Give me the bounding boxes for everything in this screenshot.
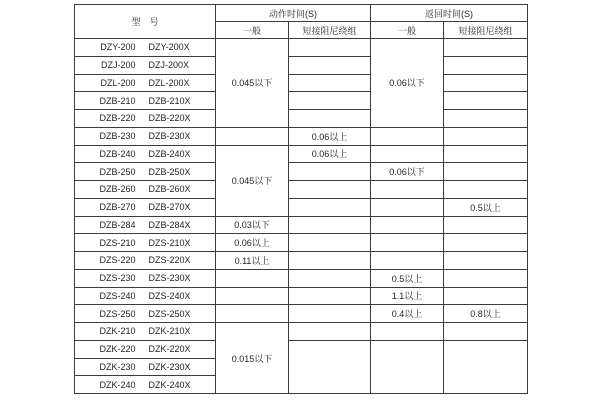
model-label: DZK-210 xyxy=(99,326,136,337)
value-cell xyxy=(289,181,371,199)
table-row xyxy=(75,198,528,216)
model-label: DZB-270X xyxy=(148,202,191,213)
value-cell xyxy=(289,252,371,270)
value-cell xyxy=(371,127,444,145)
value-cell xyxy=(371,145,444,163)
model-pair xyxy=(75,380,215,390)
table-row xyxy=(75,110,528,128)
model-pair xyxy=(75,273,215,283)
model-pair xyxy=(75,309,215,319)
value-cell: 0.03以下 xyxy=(216,216,289,234)
model-pair xyxy=(75,78,215,88)
value-cell xyxy=(444,216,528,234)
table-row xyxy=(75,340,528,358)
model-label: DZS-250X xyxy=(148,308,191,319)
value-cell: 0.5以上 xyxy=(444,198,528,216)
model-label: DZS-210X xyxy=(148,237,191,248)
spec-table xyxy=(74,4,528,394)
value-cell xyxy=(289,305,371,323)
table-header xyxy=(75,5,528,39)
value-cell xyxy=(444,323,528,341)
table-row xyxy=(75,252,528,270)
model-label: DZB-240X xyxy=(148,148,191,159)
model-cell xyxy=(75,234,216,252)
header-action-time: 动作时间(S) xyxy=(216,5,371,22)
value-cell: 0.045以下 xyxy=(216,145,289,216)
value-cell: 0.11以上 xyxy=(216,252,289,270)
model-pair xyxy=(75,220,215,230)
model-label: DZS-220 xyxy=(99,255,136,266)
model-label: DZS-240 xyxy=(99,290,136,301)
model-pair xyxy=(75,291,215,301)
model-cell xyxy=(75,110,216,128)
model-label: DZS-230X xyxy=(148,273,191,284)
value-cell: 0.5以上 xyxy=(371,269,444,287)
model-pair xyxy=(75,202,215,212)
table-row xyxy=(75,305,528,323)
value-cell xyxy=(444,269,528,287)
value-cell xyxy=(444,234,528,252)
model-label: DZB-284X xyxy=(148,219,191,230)
model-pair xyxy=(75,344,215,354)
value-cell xyxy=(371,323,444,341)
table-row xyxy=(75,39,528,57)
value-cell: 0.06以下 xyxy=(371,39,444,128)
model-cell xyxy=(75,92,216,110)
model-label: DZB-230X xyxy=(148,131,191,142)
model-label: DZK-230X xyxy=(148,361,191,372)
value-cell xyxy=(289,234,371,252)
value-cell xyxy=(444,74,528,92)
value-cell xyxy=(216,269,289,287)
model-pair xyxy=(75,326,215,336)
table-row xyxy=(75,269,528,287)
model-cell xyxy=(75,145,216,163)
model-label: DZB-230 xyxy=(99,131,136,142)
value-cell: 0.06以上 xyxy=(216,234,289,252)
value-cell xyxy=(371,216,444,234)
value-cell xyxy=(289,323,371,341)
model-label: DZB-260X xyxy=(148,184,191,195)
model-label: DZB-284 xyxy=(99,219,136,230)
value-cell xyxy=(444,56,528,74)
model-label: DZB-220 xyxy=(99,113,136,124)
value-cell xyxy=(289,74,371,92)
model-label: DZS-230 xyxy=(99,273,136,284)
model-label: DZY-200X xyxy=(148,42,190,53)
value-cell xyxy=(289,92,371,110)
model-pair xyxy=(75,167,215,177)
table-row xyxy=(75,92,528,110)
model-cell xyxy=(75,127,216,145)
value-cell: 0.8以上 xyxy=(444,305,528,323)
value-cell xyxy=(216,127,289,145)
header-action-general: 一般 xyxy=(216,22,289,39)
value-cell xyxy=(444,287,528,305)
model-cell xyxy=(75,323,216,341)
model-label: DZS-240X xyxy=(148,290,191,301)
model-label: DZK-240X xyxy=(148,379,191,390)
value-cell xyxy=(444,92,528,110)
header-return-damping: 短接阻尼绕组 xyxy=(444,22,528,39)
model-label: DZK-220 xyxy=(99,344,136,355)
model-cell xyxy=(75,376,216,394)
value-cell xyxy=(289,163,371,181)
value-cell: 0.4以上 xyxy=(371,305,444,323)
value-cell: 0.06以上 xyxy=(289,145,371,163)
value-cell xyxy=(289,56,371,74)
value-cell xyxy=(444,110,528,128)
value-cell: 0.06以下 xyxy=(371,163,444,181)
model-cell xyxy=(75,287,216,305)
value-cell xyxy=(289,340,371,393)
model-label: DZJ-200 xyxy=(100,60,136,71)
model-pair xyxy=(75,60,215,70)
model-cell xyxy=(75,163,216,181)
value-cell: 0.06以上 xyxy=(289,127,371,145)
model-label: DZS-210 xyxy=(99,237,136,248)
model-cell xyxy=(75,216,216,234)
table-row xyxy=(75,287,528,305)
model-label: DZK-220X xyxy=(148,344,191,355)
table-row xyxy=(75,216,528,234)
table-row xyxy=(75,145,528,163)
value-cell xyxy=(371,252,444,270)
model-label: DZB-250 xyxy=(99,166,136,177)
value-cell xyxy=(216,287,289,305)
value-cell xyxy=(289,198,371,216)
value-cell xyxy=(444,145,528,163)
value-cell: 0.045以下 xyxy=(216,39,289,128)
header-action-damping: 短接阻尼绕组 xyxy=(289,22,371,39)
header-return-general: 一般 xyxy=(371,22,444,39)
model-label: DZB-240 xyxy=(99,148,136,159)
model-pair xyxy=(75,238,215,248)
model-label: DZB-220X xyxy=(148,113,191,124)
model-label: DZL-200X xyxy=(148,77,190,88)
value-cell xyxy=(289,287,371,305)
value-cell xyxy=(289,110,371,128)
model-label: DZB-260 xyxy=(99,184,136,195)
model-cell xyxy=(75,305,216,323)
model-cell xyxy=(75,198,216,216)
table-row xyxy=(75,163,528,181)
model-cell xyxy=(75,56,216,74)
model-pair xyxy=(75,96,215,106)
model-label: DZB-210X xyxy=(148,95,191,106)
model-pair xyxy=(75,131,215,141)
value-cell xyxy=(444,340,528,393)
model-label: DZB-210 xyxy=(99,95,136,106)
header-return-time: 返回时间(S) xyxy=(371,5,528,22)
value-cell xyxy=(371,340,444,393)
header-row-1 xyxy=(75,5,528,22)
model-label: DZY-200 xyxy=(100,42,136,53)
value-cell xyxy=(371,234,444,252)
value-cell: 1.1以上 xyxy=(371,287,444,305)
model-label: DZK-230 xyxy=(99,361,136,372)
model-pair xyxy=(75,42,215,52)
table-row xyxy=(75,323,528,341)
table-row xyxy=(75,234,528,252)
model-cell xyxy=(75,39,216,57)
model-pair xyxy=(75,113,215,123)
model-label: DZB-270 xyxy=(99,202,136,213)
model-cell xyxy=(75,74,216,92)
model-label: DZK-210X xyxy=(148,326,191,337)
table-body xyxy=(75,39,528,394)
table-row xyxy=(75,56,528,74)
model-label: DZB-250X xyxy=(148,166,191,177)
value-cell xyxy=(444,163,528,181)
value-cell xyxy=(289,39,371,57)
value-cell xyxy=(371,198,444,216)
model-label: DZS-220X xyxy=(148,255,191,266)
table-row xyxy=(75,181,528,199)
model-label: DZJ-200X xyxy=(148,60,190,71)
model-pair xyxy=(75,362,215,372)
model-pair xyxy=(75,184,215,194)
value-cell: 0.015以下 xyxy=(216,323,289,394)
value-cell xyxy=(289,269,371,287)
model-pair xyxy=(75,255,215,265)
value-cell xyxy=(216,305,289,323)
value-cell xyxy=(444,127,528,145)
header-model: 型 号 xyxy=(75,5,216,39)
value-cell xyxy=(444,252,528,270)
value-cell xyxy=(444,39,528,57)
model-label: DZS-250 xyxy=(99,308,136,319)
model-cell xyxy=(75,358,216,376)
table-row xyxy=(75,74,528,92)
model-cell xyxy=(75,340,216,358)
model-pair xyxy=(75,149,215,159)
value-cell xyxy=(289,216,371,234)
model-label: DZL-200 xyxy=(100,77,136,88)
value-cell xyxy=(444,181,528,199)
model-cell xyxy=(75,252,216,270)
value-cell xyxy=(371,181,444,199)
model-cell xyxy=(75,181,216,199)
table-row xyxy=(75,127,528,145)
model-label: DZK-240 xyxy=(99,379,136,390)
model-cell xyxy=(75,269,216,287)
